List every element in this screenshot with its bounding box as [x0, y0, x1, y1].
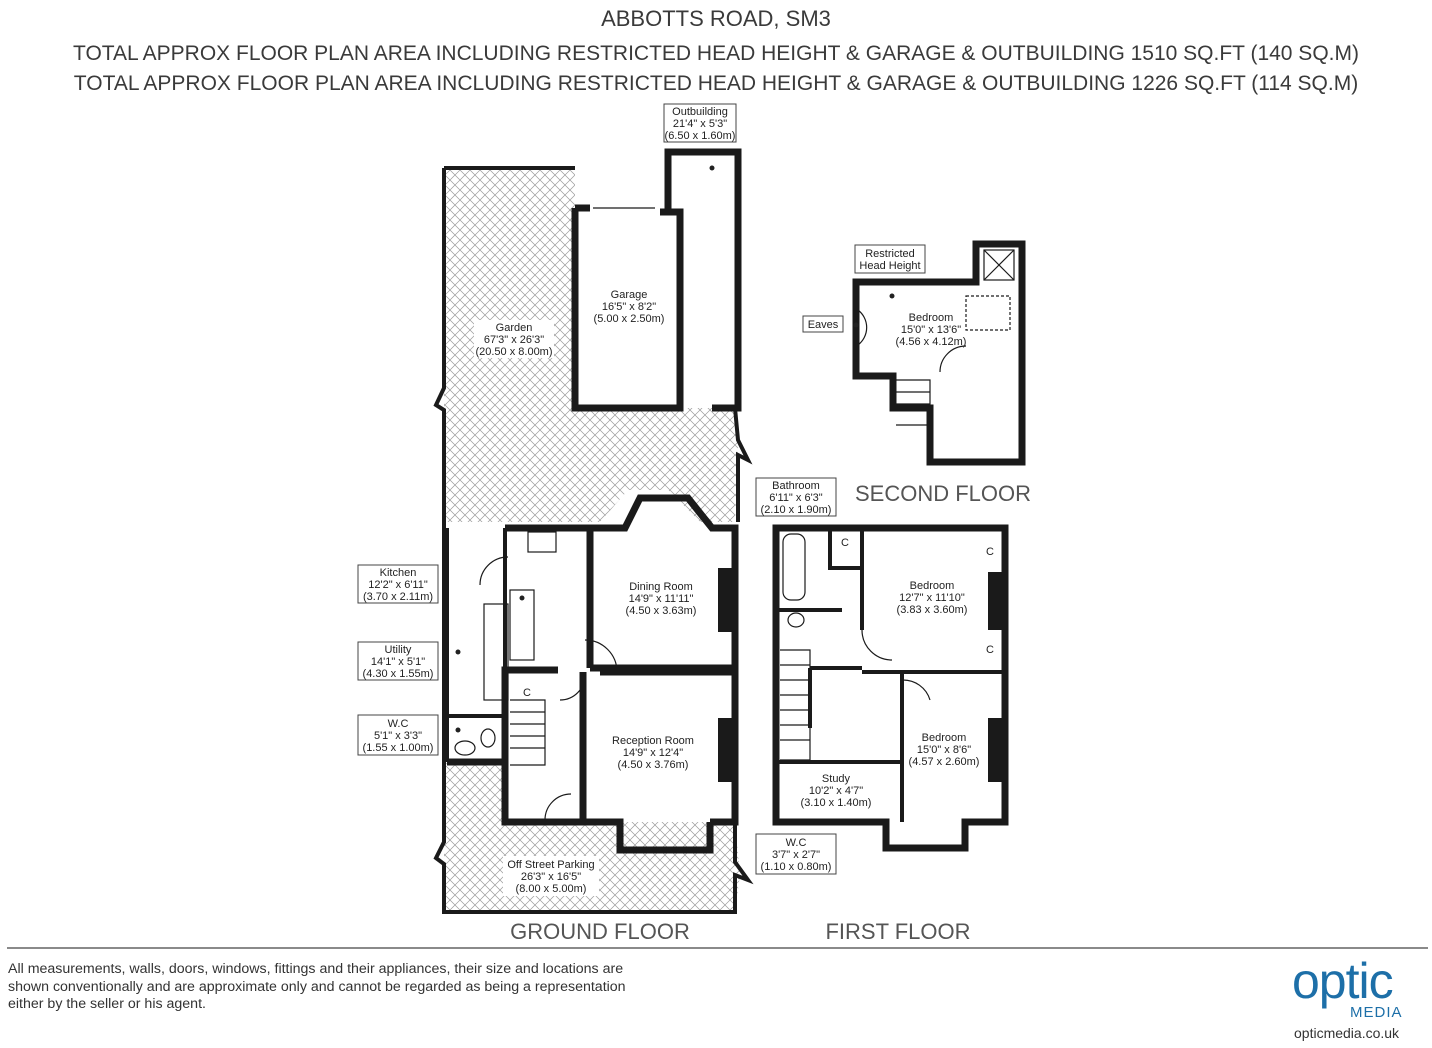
wc-ground-name: W.C — [387, 718, 409, 730]
outbuilding-imperial: 21'4" x 5'3" — [672, 118, 728, 130]
logo-word: optic — [1292, 953, 1393, 1009]
kitchen-name: Kitchen — [379, 567, 417, 579]
dining-fireplace — [718, 568, 732, 632]
garden-metric: (20.50 x 8.00m) — [475, 346, 553, 358]
second-floor-walls — [856, 244, 1022, 462]
first-wc-toilet — [788, 613, 804, 627]
door-swing-front — [545, 794, 571, 820]
cupboard-bath: C — [841, 537, 849, 549]
ground-cupboard: C — [523, 687, 531, 699]
ground-floor-title: GROUND FLOOR — [510, 919, 690, 944]
outbuilding-metric: (6.50 x 1.60m) — [664, 130, 736, 142]
bathroom-name: Bathroom — [772, 480, 820, 492]
page-title: ABBOTTS ROAD, SM3 — [601, 6, 831, 31]
kitchen-imperial: 12'2" x 6'11" — [368, 579, 428, 591]
dining-metric: (4.50 x 3.63m) — [625, 605, 697, 617]
front-bedroom-chimney — [988, 718, 1002, 782]
garage-name: Garage — [610, 289, 648, 301]
reception-fireplace — [718, 718, 732, 782]
utility-name: Utility — [384, 644, 412, 656]
study-name: Study — [821, 773, 851, 785]
ground-stairs — [510, 700, 545, 765]
wc-first-name: W.C — [785, 837, 807, 849]
utility-metric: (4.30 x 1.55m) — [362, 668, 434, 680]
kitchen-sink — [528, 532, 556, 552]
bedroom-loft-imperial: 15'0" x 13'6" — [900, 324, 962, 336]
first-floor-stairs — [780, 650, 810, 760]
door-swing-front-bedroom — [902, 680, 930, 700]
disclaimer-line: All measurements, walls, doors, windows, fittings and their appliances, their size and locations are — [8, 961, 624, 977]
rear-bedroom-chimney — [988, 572, 1002, 630]
reception-imperial: 14'9" x 12'4" — [622, 747, 684, 759]
ground-floor-plan — [436, 152, 748, 912]
garage-imperial: 16'5" x 8'2" — [601, 301, 657, 313]
logo-sub: MEDIA — [1350, 1004, 1403, 1021]
bedroom-rear-imperial: 12'7" x 11'10" — [899, 592, 965, 604]
disclaimer — [8, 961, 708, 1014]
skylight-2 — [966, 296, 1010, 330]
dining-imperial: 14'9" x 11'11" — [628, 593, 694, 605]
second-floor-title: SECOND FLOOR — [854, 481, 1032, 506]
restricted-label-2: Head Height — [859, 260, 921, 272]
study-metric: (3.10 x 1.40m) — [800, 797, 872, 809]
wc-ground-metric: (1.55 x 1.00m) — [362, 742, 434, 754]
footer-divider — [7, 947, 1428, 949]
garage-metric: (5.00 x 2.50m) — [593, 313, 665, 325]
wc-first-imperial: 3'7" x 2'7" — [771, 849, 821, 861]
bedroom-front-name: Bedroom — [921, 732, 967, 744]
second-floor-plan — [854, 244, 1023, 462]
website-link[interactable]: opticmedia.co.uk — [1294, 1025, 1400, 1041]
parking-metric: (8.00 x 5.00m) — [515, 883, 587, 895]
loft-door-swing — [940, 346, 966, 372]
wc-toilet — [481, 729, 495, 747]
dining-name: Dining Room — [629, 581, 693, 593]
eaves-label: Eaves — [807, 319, 839, 331]
utility-walls — [447, 528, 505, 762]
bathroom-metric: (2.10 x 1.90m) — [760, 504, 832, 516]
bedroom-rear-metric: (3.83 x 3.60m) — [896, 604, 968, 616]
garden-imperial: 67'3" x 26'3" — [483, 334, 545, 346]
cupboard-bed-1: C — [986, 546, 994, 558]
bedroom-loft-metric: (4.56 x 4.12m) — [895, 336, 967, 348]
restricted-label-1: Restricted — [865, 248, 915, 260]
bathroom-imperial: 6'11" x 6'3" — [769, 492, 823, 504]
parking-imperial: 26'3" x 16'5" — [520, 871, 582, 883]
bedroom-front-imperial: 15'0" x 8'6" — [916, 744, 972, 756]
bedroom-loft-name: Bedroom — [908, 312, 954, 324]
disclaimer-line: shown conventionally and are approximate only and cannot be regarded as being a representation — [8, 978, 626, 995]
first-floor-title: FIRST FLOOR — [825, 919, 971, 944]
wc-basin — [455, 741, 475, 755]
disclaimer-line: either by the seller or his agent. — [8, 996, 206, 1012]
garden-name: Garden — [495, 322, 533, 334]
kitchen-metric: (3.70 x 2.11m) — [362, 591, 434, 603]
light-point — [710, 166, 715, 171]
bath-tub — [783, 534, 805, 600]
wc-ground-imperial: 5'1" x 3'3" — [373, 730, 423, 742]
light-point — [456, 650, 461, 655]
parking-name: Off Street Parking — [507, 859, 595, 871]
utility-imperial: 14'1" x 5'1" — [370, 656, 426, 668]
bedroom-front-metric: (4.57 x 2.60m) — [908, 756, 980, 768]
reception-name: Reception Room — [612, 735, 694, 747]
study-imperial: 10'2" x 4'7" — [808, 785, 864, 797]
cupboard-bed-2: C — [986, 644, 994, 656]
light-point — [520, 596, 525, 601]
area-summary-1: TOTAL APPROX FLOOR PLAN AREA INCLUDING RESTRICTED HEAD HEIGHT & GARAGE & OUTBUILDING 1510 SQ.FT (140 SQ.M) — [73, 42, 1359, 65]
door-swing-bedroom — [862, 630, 892, 660]
loft-stairs — [896, 380, 930, 425]
light-point — [890, 294, 895, 299]
wc-first-metric: (1.10 x 0.80m) — [760, 861, 832, 873]
optic-media-logo — [1292, 953, 1432, 1022]
outbuilding-name: Outbuilding — [672, 106, 728, 118]
bedroom-rear-name: Bedroom — [909, 580, 955, 592]
light-point — [854, 323, 859, 328]
area-summary-2: TOTAL APPROX FLOOR PLAN AREA INCLUDING RESTRICTED HEAD HEIGHT & GARAGE & OUTBUILDING 1226 SQ.FT (114 SQ.M) — [73, 72, 1359, 95]
light-point — [456, 728, 461, 733]
reception-metric: (4.50 x 3.76m) — [617, 759, 689, 771]
